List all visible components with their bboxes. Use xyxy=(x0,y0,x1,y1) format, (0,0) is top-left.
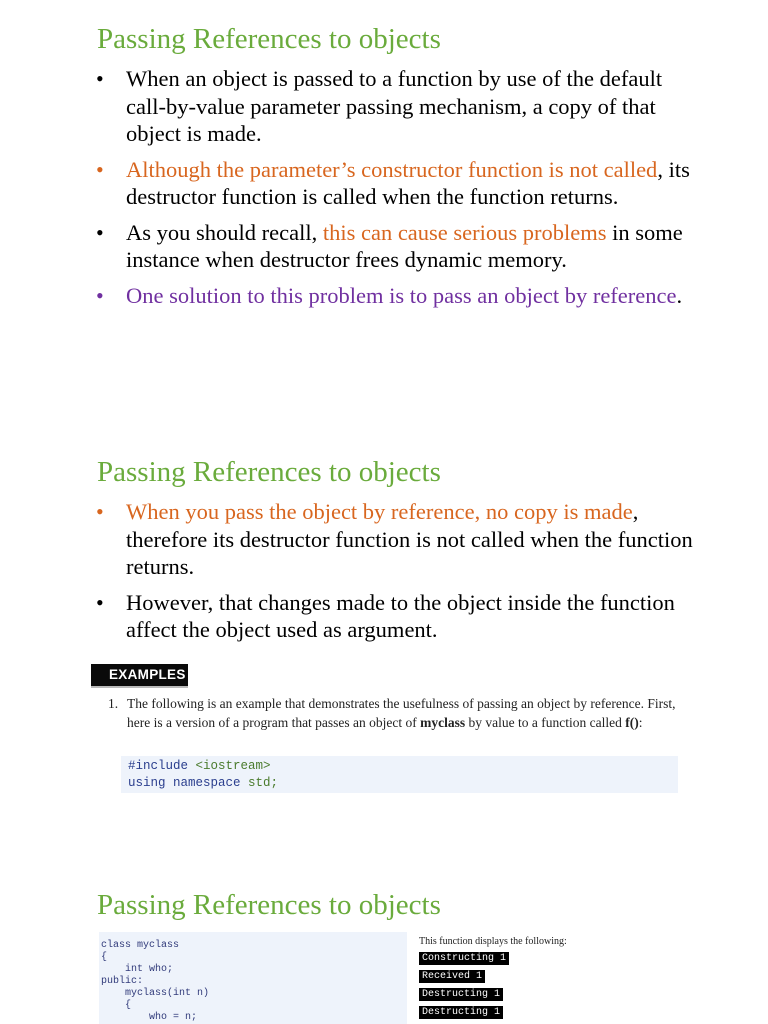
bullet-text: in some instance when destructor frees dynamic memory. xyxy=(126,219,683,272)
bullet-dot-icon: • xyxy=(96,499,104,524)
bullet-text-highlight: Although the parameter’s constructor function is not called xyxy=(126,156,658,182)
bullet-dot-icon: • xyxy=(96,219,104,245)
bullet-dot-icon: • xyxy=(96,66,104,91)
example-text: by value to a function called xyxy=(465,714,626,730)
bullet-text-highlight: When you pass the object by reference, no copy is made xyxy=(126,499,633,524)
bullet-dot-icon: • xyxy=(96,589,104,615)
example-number: 1. xyxy=(108,696,119,711)
bullet-item xyxy=(96,65,696,148)
class-code-panel xyxy=(99,932,407,1024)
bullet-text: . xyxy=(676,282,683,308)
code-token: <iostream> xyxy=(195,759,271,773)
example-body xyxy=(127,695,683,732)
code-line: who = n; xyxy=(101,1012,198,1023)
code-line xyxy=(128,758,678,775)
code-line xyxy=(128,775,678,792)
code-keyword: #include xyxy=(128,759,196,773)
slide-3-title: Passing References to objects xyxy=(97,889,441,921)
slide-2-bullet-list xyxy=(96,498,696,652)
bullet-item xyxy=(96,498,696,581)
bullet-text: As you should recall, xyxy=(126,219,323,245)
bullet-text: , therefore its destructor function is not called when the function returns. xyxy=(126,499,693,579)
output-caption: This function displays the following: xyxy=(419,936,567,947)
examples-badge-underline xyxy=(91,686,188,688)
bullet-item xyxy=(96,589,696,644)
code-line: myclass(int n) xyxy=(101,988,210,999)
code-line: class myclass xyxy=(101,940,180,951)
bullet-text-highlight: One solution to this problem is to pass an object by reference xyxy=(126,282,677,308)
example-code-box xyxy=(121,756,678,793)
bullet-dot-icon: • xyxy=(96,282,104,308)
output-line: Destructing 1 xyxy=(419,988,503,1001)
example-paragraph xyxy=(108,695,683,732)
output-line: Received 1 xyxy=(419,970,485,983)
bullet-item xyxy=(96,219,696,274)
code-line: public: xyxy=(101,976,144,987)
bullet-text: , its destructor function is called when the function returns. xyxy=(126,156,690,209)
code-line: { xyxy=(101,952,108,963)
example-text: The following is an example that demonstrates the usefulness of passing an object by reference. First, here is a version of a program that passes an object of xyxy=(127,696,676,730)
example-bold-term: myclass xyxy=(420,714,466,730)
code-line: { xyxy=(101,1000,132,1011)
example-bold-term: f() xyxy=(625,714,639,730)
output-line: Constructing 1 xyxy=(419,952,509,965)
code-line: int who; xyxy=(101,964,174,975)
bullet-dot-icon: • xyxy=(96,156,104,182)
output-line: Destructing 1 xyxy=(419,1006,503,1019)
code-token: std; xyxy=(248,776,279,790)
bullet-item xyxy=(96,156,696,211)
code-keyword: using namespace xyxy=(128,776,249,790)
examples-badge: EXAMPLES xyxy=(91,664,188,686)
slide-1-bullet-list xyxy=(96,65,696,317)
bullet-item xyxy=(96,282,696,310)
slide-2-title: Passing References to objects xyxy=(97,456,441,488)
slide-1-title: Passing References to objects xyxy=(97,23,441,55)
example-text: : xyxy=(638,714,643,730)
bullet-text-highlight: this can cause serious problems xyxy=(322,219,607,245)
bullet-text: However, that changes made to the object inside the function affect the object used as argument. xyxy=(126,589,675,642)
bullet-text: When an object is passed to a function by use of the default call-by-value parameter passing mechanism, a copy of that object is made. xyxy=(126,66,663,146)
